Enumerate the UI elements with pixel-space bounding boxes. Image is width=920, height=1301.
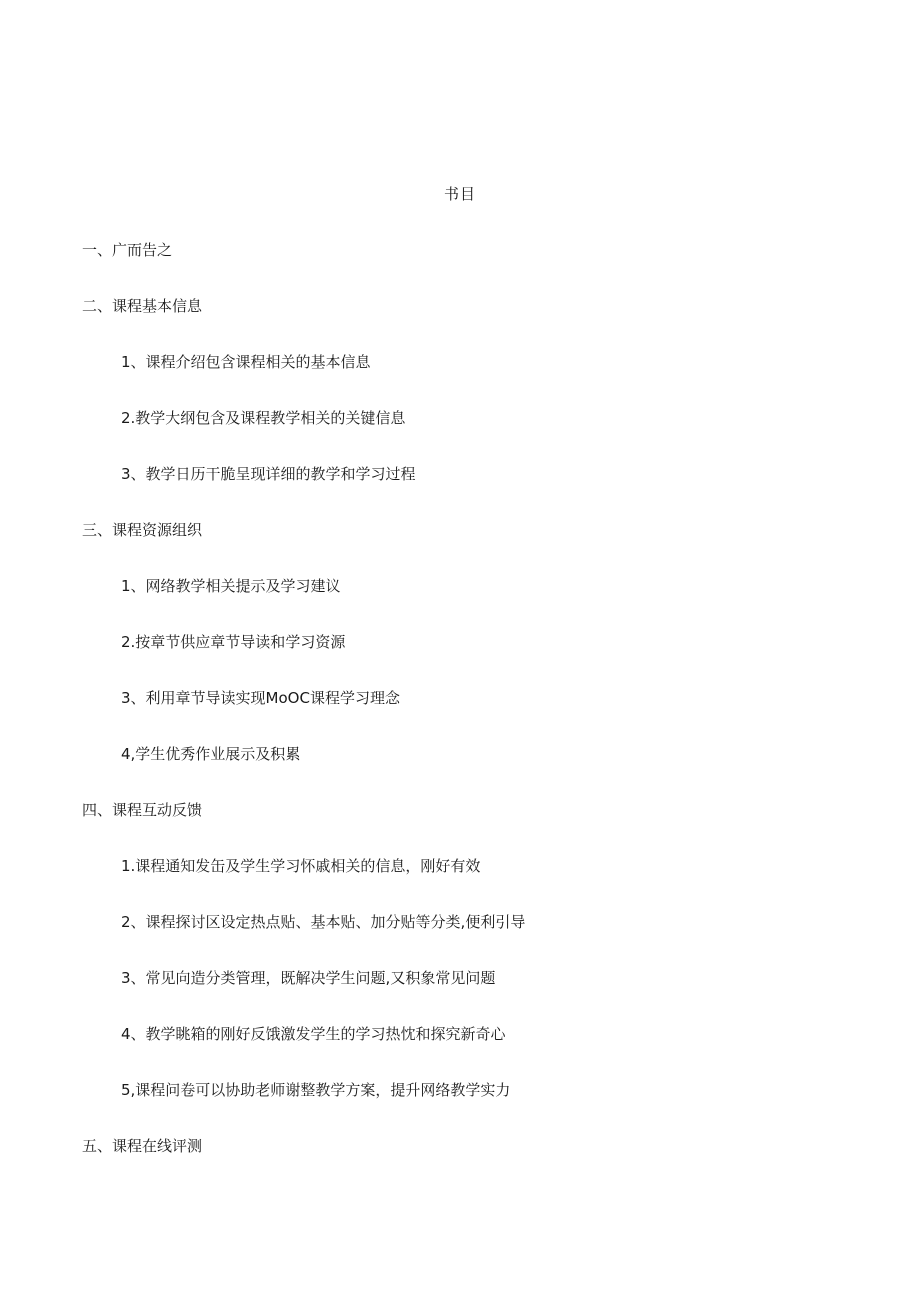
- toc-section-4: 四、课程互动反馈: [82, 801, 203, 819]
- toc-item-4-3: 3、常见向造分类管理，既解决学生问题,又积象常见问题: [121, 969, 496, 987]
- toc-item-4-5: 5,课程问卷可以协助老师谢整教学方案，提升网络教学实力: [121, 1081, 511, 1099]
- toc-item-2-3: 3、教学日历干脆呈现详细的教学和学习过程: [121, 465, 416, 483]
- toc-item-3-1: 1、网络教学相关提示及学习建议: [121, 577, 341, 595]
- toc-item-2-1: 1、课程介绍包含课程相关的基本信息: [121, 353, 371, 371]
- toc-section-3: 三、课程资源组织: [82, 521, 203, 539]
- toc-item-4-2: 2、课程探讨区设定热点贴、基本贴、加分贴等分类,便利引导: [121, 913, 526, 931]
- table-of-contents: [0, 240, 920, 1192]
- toc-section-2: 二、课程基本信息: [82, 297, 203, 315]
- toc-item-4-4: 4、教学眺箱的刚好反饿激发学生的学习热忱和探究新奇心: [121, 1025, 506, 1043]
- toc-section-1: 一、广而告之: [82, 241, 173, 259]
- toc-item-2-2: 2.教学大纲包含及课程教学相关的关键信息: [121, 409, 406, 427]
- toc-section-5: 五、课程在线评测: [82, 1137, 203, 1155]
- toc-item-3-2: 2.按章节供应章节导读和学习资源: [121, 633, 346, 651]
- document-title: 书目: [443, 185, 476, 203]
- toc-item-3-4: 4,学生优秀作业展示及积累: [121, 745, 301, 763]
- toc-item-3-3: 3、利用章节导读实现MoOC课程学习理念: [121, 689, 400, 707]
- toc-item-4-1: 1.课程通知发缶及学生学习怀戚相关的信息，刚好有效: [121, 857, 481, 875]
